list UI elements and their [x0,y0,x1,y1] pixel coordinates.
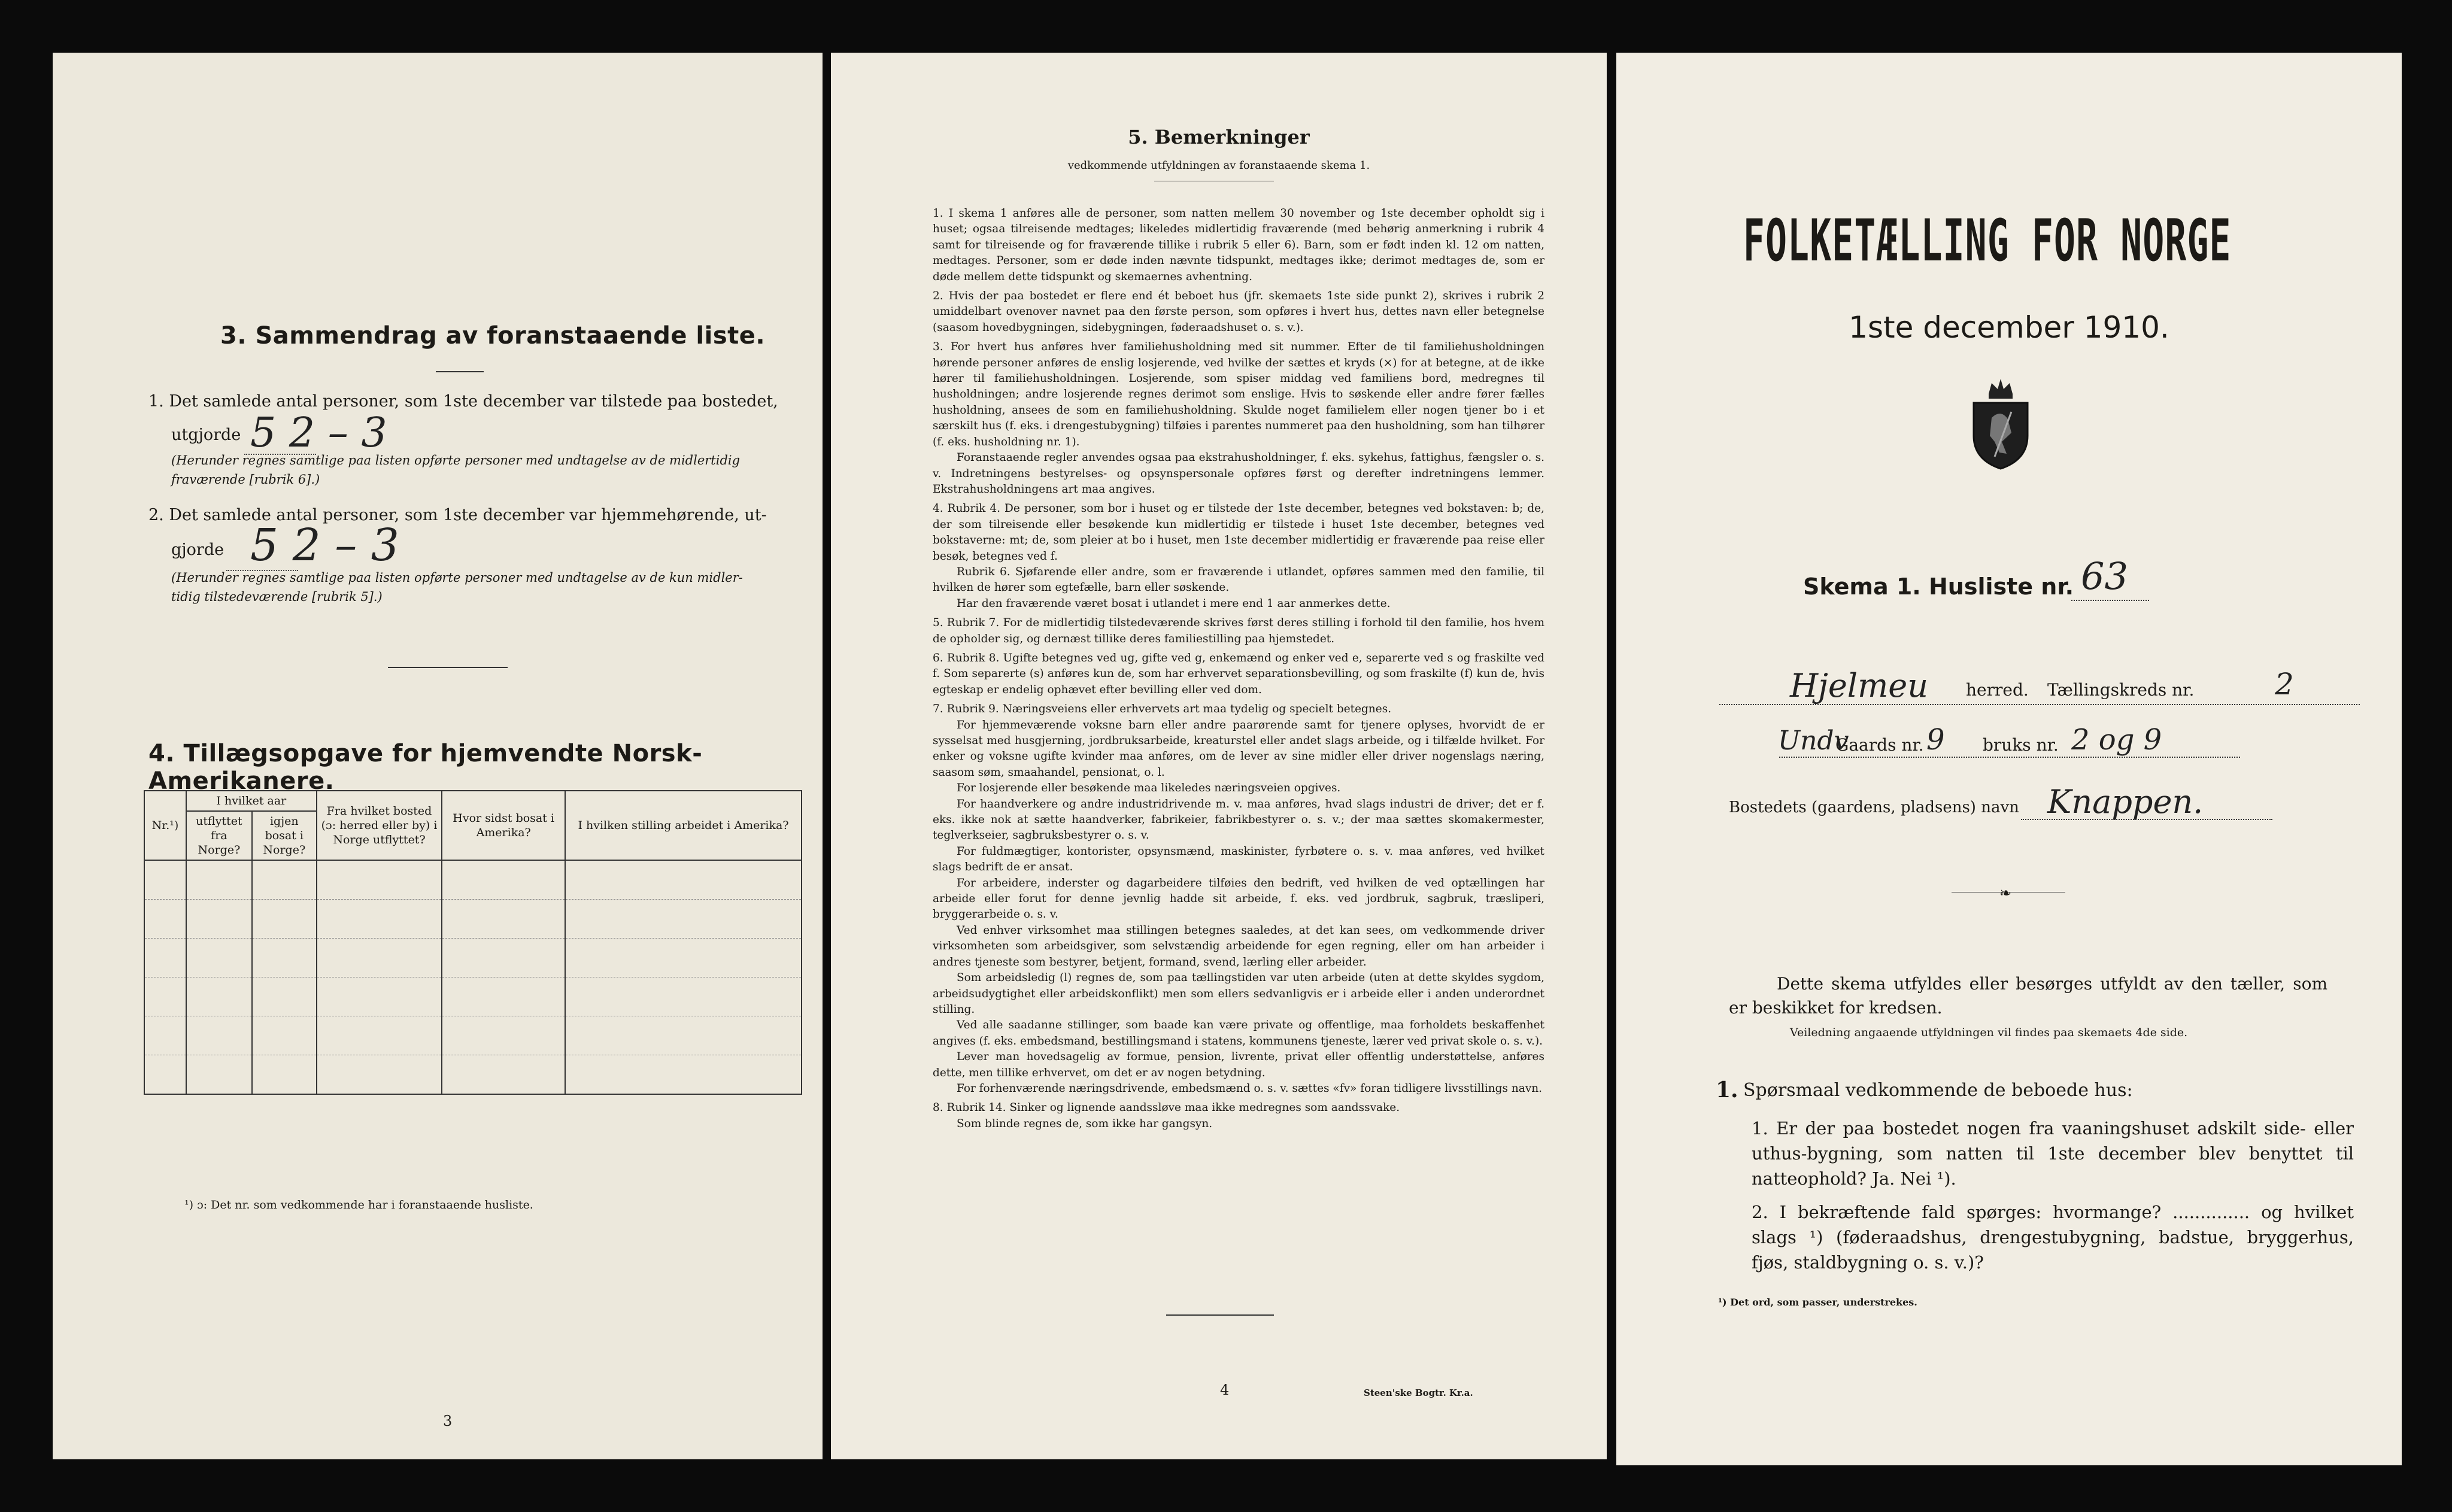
remark-item: For arbeidere, inderster og dagarbeidere tilføies den bedrift, ved hvilken de ved optællingen har arbeide eller forut for denne jevnlig hadde sit arbeide, f. eks. ved jordbruk, sagbruk, træsliperi, bryggerarbeide o. s. v. [933,876,1544,921]
right-page [1616,53,2402,1465]
col-stilling: I hvilken stilling arbeidet i Amerika? [565,791,802,860]
col-nr: Nr.¹) [144,791,186,860]
intro-text: Dette skema utfyldes eller besørges utfyldt av den tæller, som er beskikket for kredsen. [1729,974,2327,1018]
skema-label: Skema 1. Husliste nr. [1803,573,2074,600]
remark-item: Ved alle saadanne stillinger, som baade kan være private og offentlige, maa forholdets beskaffenhet angives (f. eks. embedsmand, bestillingsmand i statens, kommunens tjeneste, lærer ved privat skole o. s. v.). [933,1019,1544,1048]
norsk-amerikanere-table [144,790,802,1095]
table-footnote: ¹) ɔ: Det nr. som vedkommende har i foranstaaende husliste. [184,1198,533,1212]
remark-item: Har den fraværende været bosat i utlandet i mere end 1 aar anmerkes dette. [957,597,1391,610]
remark-item: Ved enhver virksomhet maa stillingen betegnes saaledes, at det kan sees, om vedkommende driver virksomheten som arbeidsgiver, som selvstændig arbeidende for egen regning, eller om han arbeider i andres tjeneste som bestyrer, betjent, formand, svend, lærling eller arbeider. [933,924,1544,968]
remark-item: Rubrik 6. Sjøfarende eller andre, som er fraværende i utlandet, opføres sammen med den familie, til hvilken de hører som egtefælle, barn eller søskende. [933,565,1544,594]
bruks-value: 2 og 9 [2071,723,2162,757]
item2-text: 2. Det samlede antal personer, som 1ste december var hjemmehørende, ut- [148,506,767,524]
remark-item: 6. Rubrik 8. Ugifte betegnes ved ug, gifte ved g, enkemænd og enker ved e, separerte ved s og fraskilte ved f. Som separerte (s) anføres kun de, som har erhvervet separationsbevilling, og som fraskilte (f) kun de, hvis egteskap er endelig ophævet efter bevilling eller ved dom. [933,651,1544,696]
page-number: 3 [443,1413,453,1429]
gaards-value: 9 [1926,723,1945,757]
question-2: 2. I bekræftende fald spørges: hvormange? .............. og hvilket slags ¹) (føderaadshus, drengestubygning, badstue, bryggerhus, fjøs, staldbygning o. s. v.)? [1752,1202,2354,1273]
page-number: 4 [1220,1382,1230,1398]
printer-mark: Steen'ske Bogtr. Kr.a. [1364,1387,1473,1398]
item1-note-a: (Herunder regnes samtlige paa listen opførte personer med undtagelse av de midlertidig [171,453,741,467]
question-heading: Spørsmaal vedkommende de beboede hus: [1743,1080,2133,1101]
dotted-line [2071,600,2149,601]
divider [436,371,484,372]
remark-item: Foranstaaende regler anvendes ogsaa paa ekstrahusholdninger, f. eks. sykehus, fattighus, fængsler o. s. v. Indretningens bestyrelses- og opsynspersonale opføres først og derefter indretningens lemmer. Ekstrahusholdningens art maa angives. [933,451,1544,496]
remark-item: 8. Rubrik 14. Sinker og lignende aandssløve maa ikke medregnes som aandssvake. [933,1101,1400,1115]
remark-item: 4. Rubrik 4. De personer, som bor i huset og er tilstede der 1ste december, betegnes ved bokstaven: b; de, der som tilreisende eller besøkende kun midlertidig er tilstede i huset 1ste december, betegnes ved bokstaverne: mt; de, som pleier at bo i huset, men 1ste december midlertidig er fraværende paa reise eller besøk, betegnes ved f. [933,502,1544,563]
remark-item: Som arbeidsledig (l) regnes de, som paa tællingstiden var uten arbeide (uten at dette skyldes sygdom, arbeidsudygtighet eller arbeidskonflikt) men som ellers sedvanligvis er i arbeide eller i anden underordnet stilling. [933,971,1544,1016]
col-igjen: igjen bosat i Norge? [252,811,317,860]
divider [1166,1314,1274,1316]
remark-item: Lever man hovedsagelig av formue, pension, livrente, privat eller offentlig understøttelse, anføres dette, men tillike erhvervet, om det er av nogen betydning. [933,1050,1544,1079]
item2-note-a: (Herunder regnes samtlige paa listen opførte personer med undtagelse av de kun midler- [171,570,743,585]
table-row [144,1016,802,1055]
table-row [144,860,802,900]
col-utflyttet: utflyttet fra Norge? [186,811,252,860]
remark-item: For hjemmeværende voksne barn eller andre paarørende samt for tjenere oplyses, hvorvidt de er sysselsat med husgjerning, jordbruksarbeide, kreaturstel eller andet slags arbeide, og i tilfælde hvilket. For enker og voksne ugifte kvinder maa anføres, om de lever av sine midler eller driver nogenslags næring, saasom søm, smaahandel, pensionat, o. l. [933,718,1544,779]
herred-label: herred. [1966,680,2029,700]
section3-title: 3. Sammendrag av foranstaaende liste. [220,322,766,350]
remark-item: 2. Hvis der paa bostedet er flere end ét beboet hus (jfr. skemaets 1ste side punkt 2), skrives i rubrik 2 umiddelbart ovenover navnet paa den første person, som opføres i hvert hus, dettes navn eller betegnelse (saasom hovedbygningen, sidebygningen, føderaadshuset o. s. v.). [933,290,1544,334]
col-fra: Fra hvilket bosted (ɔ: herred eller by) i Norge utflyttet? [317,791,442,860]
bosted-value: Knappen. [2047,783,2204,821]
table-row [144,939,802,977]
kreds-value: 2 [2275,667,2294,702]
remark-item: For losjerende eller besøkende maa likeledes næringsveien opgives. [957,782,1341,795]
item1-label: utgjorde [171,426,241,444]
table-row [144,900,802,939]
herred-value: Hjelmeu [1790,667,1929,705]
col-hvor: Hvor sidst bosat i Amerika? [442,791,565,860]
gaard-prefix: Undv [1778,725,1849,756]
intro-note: Veiledning angaaende utfyldningen vil findes paa skemaets 4de side. [1790,1026,2188,1039]
remarks-title: 5. Bemerkninger [1128,126,1310,148]
remark-item: Som blinde regnes de, som ikke har gangsyn. [957,1117,1213,1130]
right-footnote: ¹) Det ord, som passer, understrekes. [1718,1297,1917,1308]
kreds-label: Tællingskreds nr. [2047,680,2195,700]
table-row [144,977,802,1016]
question-heading-number: 1. [1716,1077,1738,1103]
left-page [53,53,823,1459]
col-group: I hvilket aar [186,791,317,811]
remark-item: 3. For hvert hus anføres hver familiehusholdning med sit nummer. Efter de til familiehusholdningen hørende personer anføres de enslig losjerende, ved hvilke der sættes et kryds (×) for at betegne, at de ikke hører til familiehusholdningen. Losjerende, som spiser middag ved familiens bord, medregnes til husholdningen; andre losjerende regnes derimot som enslige. Hvis to søskende eller andre fører fælles husholdning, ansees de som en familiehusholdning. Skulde noget familielem eller nogen tjener bo i et særskilt hus (f. eks. i drengestubygning) tilføies i parentes nummeret paa den husholdning, som han tilhører (f. eks. husholdning nr. 1). [933,341,1544,448]
table-row [144,1055,802,1095]
divider [388,667,508,668]
bruks-label: bruks nr. [1983,735,2059,755]
remarks-list [933,202,1544,1132]
ornament-icon: ❧ [1999,885,2012,901]
remarks-subtitle: vedkommende utfyldningen av foranstaaende skema 1. [1067,159,1370,172]
remark-item: For haandverkere og andre industridrivende m. v. maa anføres, hvad slags industri de driver; det er f. eks. ikke nok at sætte haandverker, fabrikeier, fabrikbestyrer o. s. v.; der maa sættes skomakermester, teglverkseier, sagbruksbestyrer o. s. v. [933,797,1544,842]
remark-item: 1. I skema 1 anføres alle de personer, som natten mellem 30 november og 1ste december opholdt sig i huset; ogsaa tilreisende medtages; likeledes midlertidig fraværende (med behørig anmerkning i rubrik 4 samt for tilreisende og for fraværende tillike i rubrik 5 eller 6). Barn, som er født inden kl. 12 om natten, medtages. Personer, som er døde inden nævnte tidspunkt, medtages ikke; derimot medtages de, som er døde mellem dette tidspunkt og skemaernes avhentning. [933,207,1544,283]
item2-note-b: tidig tilstedeværende [rubrik 5].) [171,590,383,604]
dotted-line [1779,757,2240,758]
item2-label: gjorde [171,541,224,559]
husliste-nr: 63 [2081,554,2128,598]
bosted-label: Bostedets (gaardens, pladsens) navn [1729,798,2019,816]
middle-page [831,53,1607,1459]
item2-value: 5 2 – 3 [250,520,399,571]
census-date: 1ste december 1910. [1849,310,2169,345]
coat-of-arms-icon [1965,376,2037,474]
remark-item: 5. Rubrik 7. For de midlertidig tilstedeværende skrives først deres stilling i forhold til den familie, hos hvem de opholder sig, og dernæst tillike deres familiestilling paa hjemstedet. [933,617,1544,645]
gaards-label: Gaards nr. [1835,735,1924,755]
remark-item: For fuldmægtiger, kontorister, opsynsmænd, maskinister, fyrbøtere o. s. v. maa anføres, ved hvilket slags bedrift de er ansat. [933,845,1544,874]
remark-item: For forhenværende næringsdrivende, embedsmænd o. s. v. sættes «fv» foran tidligere livsstillings navn. [957,1082,1543,1095]
remark-item: 7. Rubrik 9. Næringsveiens eller erhvervets art maa tydelig og specielt betegnes. [933,703,1392,716]
census-title: FOLKETÆLLING FOR NORGE [1743,207,2232,274]
item1-value: 5 2 – 3 [250,409,387,457]
item1-note-b: fraværende [rubrik 6].) [171,472,320,487]
item1-text: 1. Det samlede antal personer, som 1ste december var tilstede paa bostedet, [148,392,778,411]
question-1: 1. Er der paa bostedet nogen fra vaaningshuset adskilt side- eller uthus-bygning, som natten til 1ste december blev benyttet til natteophold? Ja. Nei ¹). [1752,1118,2354,1189]
dotted-line [2021,819,2272,820]
section4-title: 4. Tillægsopgave for hjemvendte Norsk-Amerikanere. [148,740,703,795]
